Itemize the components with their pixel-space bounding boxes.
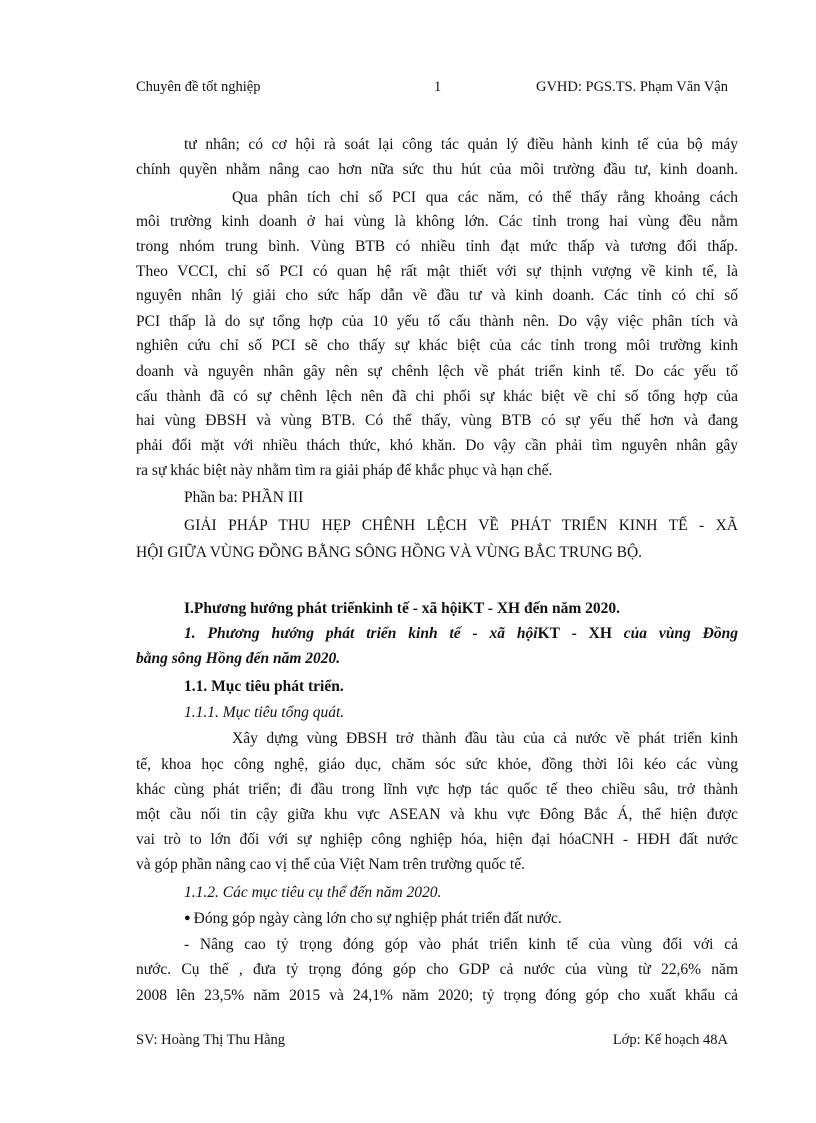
body-line: nước. Cụ thể , đưa tỷ trọng đóng góp cho GDP cả nước của vùng từ 22,6% năm xyxy=(136,961,738,978)
subsection-heading-part: KT - XH xyxy=(537,625,612,642)
subsection-heading-part: của vùng Đồng xyxy=(611,625,738,642)
body-line: môi trường kinh doanh ở hai vùng là không lớn. Các tỉnh trong hai vùng đều nằm xyxy=(136,213,738,230)
part-title: Phần ba: PHẦN III xyxy=(184,489,304,506)
subsection-heading-line: bằng sông Hồng đến năm 2020. xyxy=(136,650,341,667)
subsection-heading-part: 1. Phương hướng phát triển kinh tế - xã hội xyxy=(184,625,538,642)
heading-1-1-2: 1.1.2. Các mục tiêu cụ thể đến năm 2020. xyxy=(184,884,442,901)
body-line: một cầu nối tin cậy giữa khu vực ASEAN và khu vực Đông Bắc Á, thể hiện được xyxy=(136,806,738,823)
part-heading-line: HỘI GIỮA VÙNG ĐỒNG BẰNG SÔNG HỒNG VÀ VÙNG BẮC TRUNG BỘ. xyxy=(136,544,643,561)
body-line: nguyên nhân lý giải cho sức hấp dẫn về đầu tư và kinh doanh. Các tỉnh có chỉ số xyxy=(136,287,738,304)
header-advisor: GVHD: PGS.TS. Phạm Văn Vận xyxy=(535,78,728,95)
body-line: PCI thấp là do sự tổng hợp của 10 yếu tố cấu thành nên. Do vậy việc phân tích và xyxy=(136,313,738,330)
footer-student: SV: Hoàng Thị Thu Hằng xyxy=(136,1031,286,1048)
body-line: tế, khoa học công nghệ, giáo dục, chăm sóc sức khỏe, đồng thời lôi kéo các vùng xyxy=(136,756,738,773)
body-line: ra sự khác biệt này nhằm tìm ra giải pháp để khắc phục và hạn chế. xyxy=(136,462,553,479)
body-line: và góp phần nâng cao vị thế của Việt Nam trên trường quốc tế. xyxy=(136,856,525,873)
page-number: 1 xyxy=(434,78,442,95)
body-line: Theo VCCI, chỉ số PCI có quan hệ rất mật thiết với sự thịnh vượng về kinh tế, là xyxy=(136,263,738,280)
body-line: doanh và nguyên nhân gây nên sự chênh lệch về phát triển kinh tế. Do các yếu tố xyxy=(136,363,738,380)
body-line: hai vùng ĐBSH và vùng BTB. Có thể thấy, vùng BTB có sự yếu thế hơn và đang xyxy=(136,412,738,429)
bullet-icon: ● xyxy=(184,912,191,924)
page-footer xyxy=(136,1030,728,1050)
body-line: trong nhóm trung bình. Vùng BTB có nhiều tỉnh đạt mức thấp và tương đối thấp. xyxy=(136,238,738,255)
body-line: nghiên cứu chỉ số PCI sẽ cho thấy sự khác biệt của các tỉnh trong môi trường kinh xyxy=(136,337,738,354)
body-line: Xây dựng vùng ĐBSH trở thành đầu tàu của cả nước về phát triển kinh xyxy=(232,730,738,747)
body-line: phải đối mặt với nhiều thách thức, khó khăn. Do vậy cần phải tìm nguyên nhân gây xyxy=(136,437,738,454)
page-header xyxy=(136,77,728,97)
body-line: - Nâng cao tỷ trọng đóng góp vào phát triển kinh tế của vùng đối với cả xyxy=(184,936,738,953)
section-heading: I.Phương hướng phát triểnkinh tế - xã hộiKT - XH đến năm 2020. xyxy=(184,600,620,617)
heading-1-1: 1.1. Mục tiêu phát triển. xyxy=(184,678,344,695)
body-line: chính quyền nhằm nâng cao hơn nữa sức thu hút của môi trường đầu tư, kinh doanh. xyxy=(136,161,738,178)
body-line: cấu thành đã có sự chênh lệch nên đã chi phối sự khác biệt về chỉ số tổng hợp của xyxy=(136,388,738,405)
heading-1-1-1: 1.1.1. Mục tiêu tổng quát. xyxy=(184,704,345,721)
subsection-heading xyxy=(184,622,738,646)
bullet-item xyxy=(184,907,786,931)
footer-class: Lớp: Kế hoạch 48A xyxy=(612,1031,728,1048)
body-line: 2008 lên 23,5% năm 2015 và 24,1% năm 2020; tỷ trọng đóng góp cho xuất khẩu cả xyxy=(136,987,738,1004)
body-line: vai trò to lớn đối với sự nghiệp công nghiệp hóa, hiện đại hóaCNH - HĐH đất nước xyxy=(136,831,738,848)
body-line: tư nhân; có cơ hội rà soát lại công tác quản lý điều hành kinh tế của bộ máy xyxy=(184,136,738,153)
bullet-text: Đóng góp ngày càng lớn cho sự nghiệp phát triển đất nước. xyxy=(193,910,562,927)
header-title: Chuyên đề tốt nghiệp xyxy=(136,78,261,95)
body-line: Qua phân tích chỉ số PCI qua các năm, có thể thấy rằng khoảng cách xyxy=(232,189,738,206)
body-line: khác cùng phát triển; đi đầu trong lĩnh vực hợp tác quốc tế theo chiều sâu, trở thành xyxy=(136,781,738,798)
part-heading-line: GIẢI PHÁP THU HẸP CHÊNH LỆCH VỀ PHÁT TRIỂN KINH TẾ - XÃ xyxy=(184,517,738,534)
